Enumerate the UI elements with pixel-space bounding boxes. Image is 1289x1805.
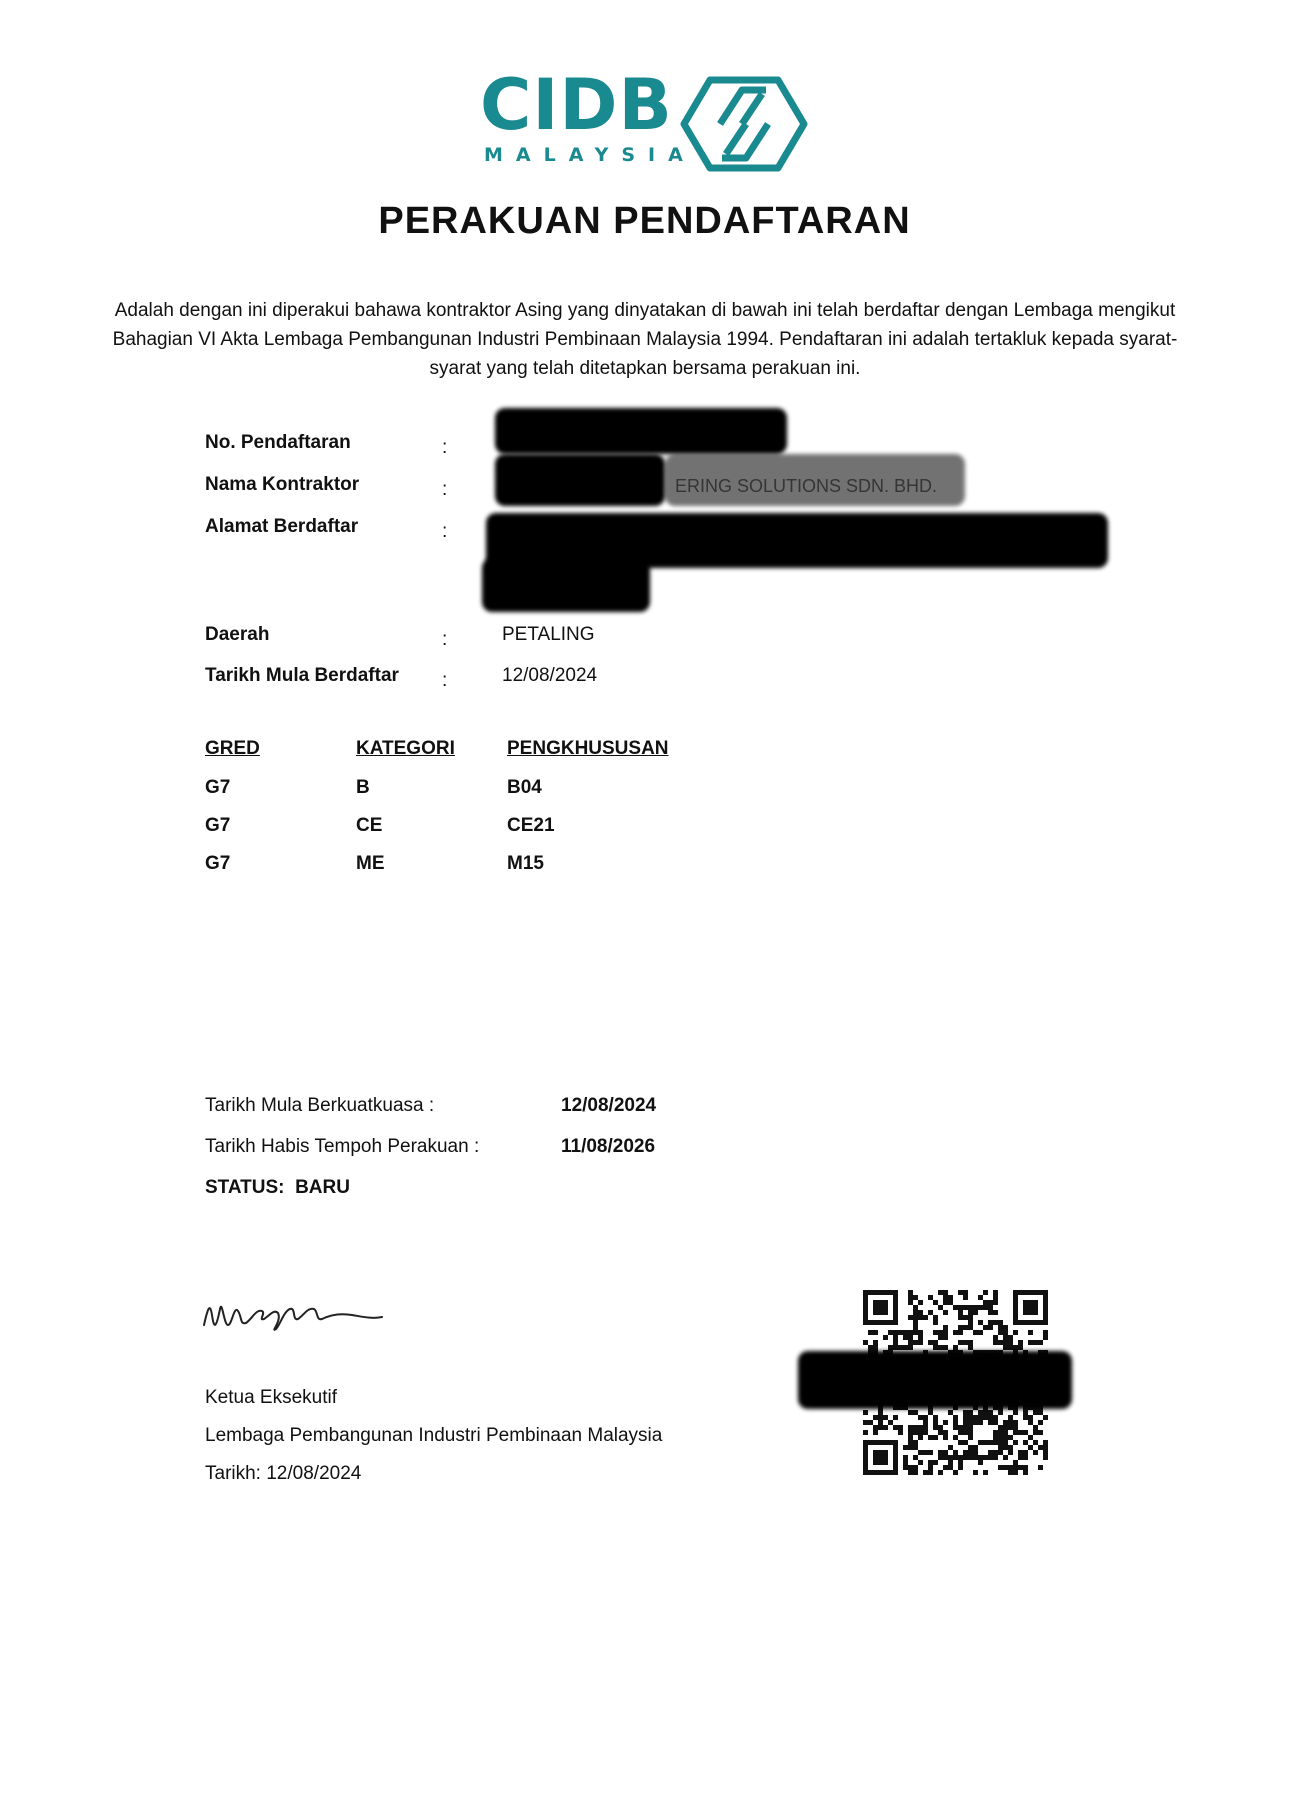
- registration-start-value: 12/08/2024: [502, 665, 598, 686]
- intro-paragraph: Adalah dengan ini diperakui bahawa kontraktor Asing yang dinyatakan di bawah ini telah berdaftar dengan Lembaga mengikut Bahagian VI Akta Lembaga Pembangunan Industri Pembinaan Malaysia 1994. Pendaftaran ini adalah tertakluk kepada syarat-syarat yang telah ditetapkan bersama perakuan ini.: [112, 300, 1178, 379]
- redacted-qr-overlay: [798, 1351, 1072, 1409]
- colon: :: [442, 437, 448, 458]
- cidb-logo: [480, 64, 810, 176]
- document-title: PERAKUAN PENDAFTARAN: [378, 200, 911, 242]
- effective-date-value: 12/08/2024: [561, 1095, 657, 1116]
- category-cell: ME: [356, 853, 385, 874]
- status-line: [205, 1177, 350, 1199]
- category-cell: B: [356, 777, 370, 798]
- redacted-registration-number: [495, 408, 787, 454]
- registration-number-label: No. Pendaftaran: [205, 432, 351, 453]
- logo-brand-text: CIDB: [480, 64, 673, 146]
- grade-header: GRED: [205, 738, 260, 759]
- colon: :: [442, 521, 448, 542]
- redacted-contractor-name-end: [665, 454, 965, 506]
- grade-cell: G7: [205, 853, 231, 874]
- colon: :: [442, 629, 448, 650]
- signature-image: [200, 1285, 420, 1345]
- district-value: PETALING: [502, 624, 595, 645]
- specialization-cell: M15: [507, 853, 544, 874]
- effective-date-label: Tarikh Mula Berkuatkuasa :: [205, 1095, 435, 1116]
- logo-country-text: MALAYSIA: [484, 144, 696, 166]
- registered-address-label: Alamat Berdaftar: [205, 516, 359, 537]
- signatory-organization: Lembaga Pembangunan Industri Pembinaan Malaysia: [205, 1425, 663, 1446]
- grade-cell: G7: [205, 777, 231, 798]
- colon: :: [442, 479, 448, 500]
- district-label: Daerah: [205, 624, 270, 645]
- signatory-date: Tarikh: 12/08/2024: [205, 1463, 362, 1484]
- expiry-date-value: 11/08/2026: [561, 1136, 656, 1157]
- redacted-address-line-2: [482, 558, 650, 612]
- specialization-cell: CE21: [507, 815, 555, 836]
- signatory-position: Ketua Eksekutif: [205, 1387, 338, 1408]
- contractor-name-label: Nama Kontraktor: [205, 474, 360, 495]
- colon: :: [442, 670, 448, 691]
- grade-cell: G7: [205, 815, 231, 836]
- registration-start-label: Tarikh Mula Berdaftar: [205, 665, 399, 686]
- category-cell: CE: [356, 815, 383, 836]
- status-value: BARU: [295, 1177, 350, 1198]
- status-label: STATUS:: [205, 1177, 285, 1198]
- redacted-contractor-name-start: [495, 454, 665, 506]
- specialization-header: PENGKHUSUSAN: [507, 738, 669, 759]
- category-header: KATEGORI: [356, 738, 455, 759]
- cidb-hexagon-icon: [680, 76, 808, 172]
- expiry-date-label: Tarikh Habis Tempoh Perakuan :: [205, 1136, 480, 1157]
- specialization-cell: B04: [507, 777, 542, 798]
